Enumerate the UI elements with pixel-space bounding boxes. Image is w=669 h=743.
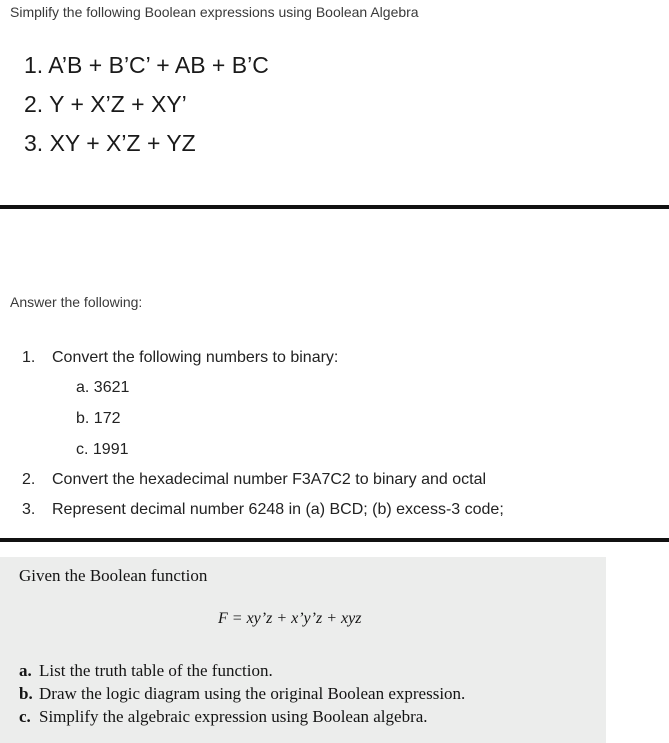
subitem-a: a. 3621: [76, 379, 130, 396]
question-1-text: Convert the following numbers to binary:: [52, 349, 339, 366]
expression-2: 2. Y + X’Z + XY’: [24, 91, 187, 117]
task-b: [19, 684, 465, 704]
task-a-text: List the truth table of the function.: [39, 661, 273, 680]
task-c-text: Simplify the algebraic expression using Boolean algebra.: [39, 707, 428, 726]
question-2-number: 2.: [22, 471, 36, 488]
boolean-function-formula: F = xy’z + x’y’z + xyz: [218, 610, 362, 627]
scanned-excerpt: [0, 557, 606, 743]
task-b-text: Draw the logic diagram using the original Boolean expression.: [39, 684, 466, 703]
question-2: [22, 471, 486, 489]
task-a-letter: a.: [19, 661, 32, 680]
question-2-text: Convert the hexadecimal number F3A7C2 to binary and octal: [52, 471, 487, 488]
section3-heading: Given the Boolean function: [19, 566, 208, 585]
section1-heading: Simplify the following Boolean expressions using Boolean Algebra: [10, 4, 419, 20]
subitem-b: b. 172: [76, 410, 121, 427]
divider-bottom: [0, 538, 669, 542]
task-b-letter: b.: [19, 684, 33, 703]
task-c-letter: c.: [19, 707, 31, 726]
task-a: [19, 661, 273, 681]
subitem-c: c. 1991: [76, 441, 129, 458]
task-c: [19, 707, 428, 727]
question-3-number: 3.: [22, 501, 36, 518]
question-3-text: Represent decimal number 6248 in (a) BCD; (b) excess-3 code;: [52, 501, 504, 518]
question-1: [22, 349, 338, 367]
expression-1: 1. A’B + B’C’ + AB + B’C: [24, 52, 269, 78]
question-3: [22, 501, 504, 519]
divider-top: [0, 205, 669, 209]
section2-heading: Answer the following:: [10, 294, 143, 310]
question-1-number: 1.: [22, 349, 36, 366]
expression-3: 3. XY + X’Z + YZ: [24, 130, 196, 156]
